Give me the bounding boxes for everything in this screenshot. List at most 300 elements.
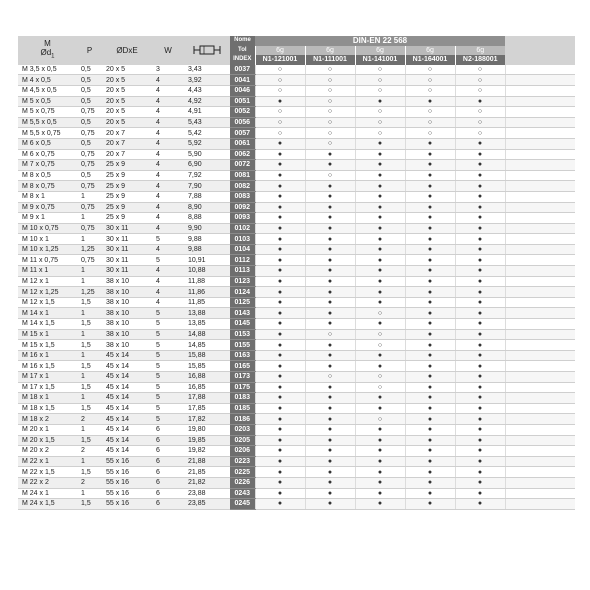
thread-size-cell: M 12 x 1 (18, 276, 77, 287)
diameter-width-cell: 30 x 11 (102, 255, 152, 266)
diameter-width-cell: 25 x 9 (102, 181, 152, 192)
col-header-p: P (77, 36, 102, 65)
available-filled-dot-icon: ● (455, 350, 505, 361)
w-cell: 4 (152, 266, 184, 277)
extra-cell (505, 234, 575, 245)
available-filled-dot-icon: ● (255, 297, 305, 308)
pitch-cell: 1 (77, 234, 102, 245)
available-filled-dot-icon: ● (355, 467, 405, 478)
available-filled-dot-icon: ● (355, 170, 405, 181)
dimension-cell: 16,85 (184, 382, 230, 393)
unavailable-open-circle-icon: ○ (355, 329, 405, 340)
available-filled-dot-icon: ● (455, 435, 505, 446)
available-filled-dot-icon: ● (305, 266, 355, 277)
table-row (18, 223, 575, 234)
pitch-cell: 0,75 (77, 149, 102, 160)
label-index: INDEX (230, 55, 255, 65)
diameter-width-cell: 45 x 14 (102, 424, 152, 435)
extra-cell (505, 456, 575, 467)
extra-cell (505, 297, 575, 308)
available-filled-dot-icon: ● (405, 372, 455, 383)
label-nome: Nome (230, 36, 255, 46)
dimension-cell: 4,91 (184, 107, 230, 118)
available-filled-dot-icon: ● (255, 361, 305, 372)
table-row (18, 170, 575, 181)
diameter-width-cell: 20 x 5 (102, 65, 152, 75)
available-filled-dot-icon: ● (405, 96, 455, 107)
pitch-cell: 0,5 (77, 138, 102, 149)
available-filled-dot-icon: ● (355, 202, 405, 213)
index-cell: 0163 (230, 350, 255, 361)
header-extra-cell-1 (505, 36, 575, 46)
w-cell: 6 (152, 435, 184, 446)
thread-size-cell: M 18 x 1,5 (18, 403, 77, 414)
available-filled-dot-icon: ● (305, 350, 355, 361)
pitch-cell: 1 (77, 191, 102, 202)
index-cell: 0185 (230, 403, 255, 414)
available-filled-dot-icon: ● (305, 234, 355, 245)
available-filled-dot-icon: ● (405, 287, 455, 298)
table-body (18, 65, 575, 509)
w-cell: 4 (152, 276, 184, 287)
available-filled-dot-icon: ● (455, 382, 505, 393)
w-cell: 4 (152, 117, 184, 128)
w-cell: 4 (152, 85, 184, 96)
dimension-cell: 10,91 (184, 255, 230, 266)
thread-size-cell: M 5,5 x 0,75 (18, 128, 77, 139)
col-header-m-sub-index: 1 (51, 53, 55, 60)
available-filled-dot-icon: ● (255, 223, 305, 234)
index-cell: 0183 (230, 393, 255, 404)
header-extra-cell-2 (505, 46, 575, 56)
table-row (18, 65, 575, 75)
w-cell: 5 (152, 329, 184, 340)
tol-3: 6g (355, 46, 405, 56)
diameter-width-cell: 38 x 10 (102, 319, 152, 330)
table-row (18, 414, 575, 425)
unavailable-open-circle-icon: ○ (305, 329, 355, 340)
available-filled-dot-icon: ● (455, 372, 505, 383)
table-row (18, 244, 575, 255)
available-filled-dot-icon: ● (355, 244, 405, 255)
unavailable-open-circle-icon: ○ (355, 382, 405, 393)
thread-gauge-table (18, 36, 575, 510)
available-filled-dot-icon: ● (455, 403, 505, 414)
available-filled-dot-icon: ● (355, 435, 405, 446)
col-header-m-label: M (44, 39, 51, 49)
available-filled-dot-icon: ● (305, 255, 355, 266)
dimension-cell: 14,85 (184, 340, 230, 351)
w-cell: 4 (152, 160, 184, 171)
unavailable-open-circle-icon: ○ (305, 128, 355, 139)
unavailable-open-circle-icon: ○ (455, 75, 505, 86)
diameter-width-cell: 20 x 5 (102, 117, 152, 128)
unavailable-open-circle-icon: ○ (355, 308, 405, 319)
available-filled-dot-icon: ● (455, 276, 505, 287)
dimension-cell: 6,90 (184, 160, 230, 171)
index-cell: 0165 (230, 361, 255, 372)
unavailable-open-circle-icon: ○ (355, 128, 405, 139)
thread-size-cell: M 5,5 x 0,5 (18, 117, 77, 128)
available-filled-dot-icon: ● (405, 308, 455, 319)
diameter-width-cell: 45 x 14 (102, 382, 152, 393)
unavailable-open-circle-icon: ○ (305, 65, 355, 75)
w-cell: 5 (152, 393, 184, 404)
available-filled-dot-icon: ● (405, 350, 455, 361)
table-row (18, 499, 575, 510)
pitch-cell: 1,5 (77, 435, 102, 446)
w-cell: 4 (152, 297, 184, 308)
diameter-width-cell: 45 x 14 (102, 403, 152, 414)
available-filled-dot-icon: ● (305, 202, 355, 213)
dimension-cell: 19,80 (184, 424, 230, 435)
available-filled-dot-icon: ● (305, 403, 355, 414)
w-cell: 4 (152, 138, 184, 149)
w-cell: 6 (152, 467, 184, 478)
available-filled-dot-icon: ● (255, 372, 305, 383)
unavailable-open-circle-icon: ○ (305, 117, 355, 128)
available-filled-dot-icon: ● (405, 424, 455, 435)
dimension-cell: 10,88 (184, 266, 230, 277)
thread-size-cell: M 15 x 1 (18, 329, 77, 340)
index-cell: 0092 (230, 202, 255, 213)
available-filled-dot-icon: ● (455, 266, 505, 277)
table-row (18, 424, 575, 435)
available-filled-dot-icon: ● (305, 414, 355, 425)
available-filled-dot-icon: ● (455, 202, 505, 213)
available-filled-dot-icon: ● (455, 393, 505, 404)
dimension-cell: 9,90 (184, 223, 230, 234)
pitch-cell: 0,75 (77, 181, 102, 192)
diameter-width-cell: 55 x 16 (102, 456, 152, 467)
available-filled-dot-icon: ● (355, 403, 405, 414)
pitch-cell: 1,25 (77, 287, 102, 298)
diameter-width-cell: 38 x 10 (102, 308, 152, 319)
unavailable-open-circle-icon: ○ (405, 75, 455, 86)
pitch-cell: 1,5 (77, 361, 102, 372)
table-row (18, 287, 575, 298)
available-filled-dot-icon: ● (355, 361, 405, 372)
unavailable-open-circle-icon: ○ (455, 117, 505, 128)
unavailable-open-circle-icon: ○ (305, 138, 355, 149)
available-filled-dot-icon: ● (255, 202, 305, 213)
w-cell: 6 (152, 477, 184, 488)
available-filled-dot-icon: ● (405, 319, 455, 330)
extra-cell (505, 350, 575, 361)
thread-size-cell: M 5 x 0,75 (18, 107, 77, 118)
diameter-width-cell: 38 x 10 (102, 340, 152, 351)
unavailable-open-circle-icon: ○ (305, 85, 355, 96)
available-filled-dot-icon: ● (405, 181, 455, 192)
unavailable-open-circle-icon: ○ (455, 65, 505, 75)
pitch-cell: 0,75 (77, 255, 102, 266)
unavailable-open-circle-icon: ○ (305, 75, 355, 86)
available-filled-dot-icon: ● (255, 287, 305, 298)
available-filled-dot-icon: ● (305, 424, 355, 435)
available-filled-dot-icon: ● (305, 446, 355, 457)
available-filled-dot-icon: ● (305, 477, 355, 488)
table-row (18, 149, 575, 160)
available-filled-dot-icon: ● (255, 382, 305, 393)
diameter-width-cell: 20 x 5 (102, 107, 152, 118)
extra-cell (505, 117, 575, 128)
unavailable-open-circle-icon: ○ (455, 107, 505, 118)
extra-cell (505, 424, 575, 435)
available-filled-dot-icon: ● (405, 223, 455, 234)
unavailable-open-circle-icon: ○ (455, 85, 505, 96)
extra-cell (505, 255, 575, 266)
w-cell: 5 (152, 382, 184, 393)
pitch-cell: 1 (77, 488, 102, 499)
extra-cell (505, 276, 575, 287)
available-filled-dot-icon: ● (405, 213, 455, 224)
table-row (18, 96, 575, 107)
index-cell: 0037 (230, 65, 255, 75)
diameter-width-cell: 30 x 11 (102, 266, 152, 277)
available-filled-dot-icon: ● (255, 393, 305, 404)
index-cell: 0093 (230, 213, 255, 224)
available-filled-dot-icon: ● (255, 234, 305, 245)
available-filled-dot-icon: ● (455, 488, 505, 499)
available-filled-dot-icon: ● (455, 255, 505, 266)
available-filled-dot-icon: ● (455, 191, 505, 202)
diameter-width-cell: 25 x 9 (102, 170, 152, 181)
w-cell: 3 (152, 65, 184, 75)
table-row (18, 276, 575, 287)
w-cell: 6 (152, 424, 184, 435)
dimension-cell: 13,85 (184, 319, 230, 330)
w-cell: 5 (152, 340, 184, 351)
thread-size-cell: M 24 x 1,5 (18, 499, 77, 510)
available-filled-dot-icon: ● (405, 244, 455, 255)
index-cell: 0206 (230, 446, 255, 457)
tol-1: 6g (255, 46, 305, 56)
available-filled-dot-icon: ● (405, 435, 455, 446)
table-row (18, 372, 575, 383)
w-cell: 4 (152, 149, 184, 160)
available-filled-dot-icon: ● (405, 414, 455, 425)
table-header (18, 36, 575, 65)
extra-cell (505, 372, 575, 383)
dimension-cell: 11,85 (184, 297, 230, 308)
diameter-width-cell: 55 x 16 (102, 488, 152, 499)
dimension-cell: 5,43 (184, 117, 230, 128)
table-row (18, 117, 575, 128)
available-filled-dot-icon: ● (255, 499, 305, 510)
dimension-cell: 15,85 (184, 361, 230, 372)
w-cell: 5 (152, 414, 184, 425)
index-cell: 0186 (230, 414, 255, 425)
extra-cell (505, 75, 575, 86)
w-cell: 5 (152, 319, 184, 330)
table-row (18, 75, 575, 86)
dimension-cell: 7,92 (184, 170, 230, 181)
dimension-cell: 5,42 (184, 128, 230, 139)
available-filled-dot-icon: ● (255, 96, 305, 107)
col-header-dxe: ØDxE (102, 36, 152, 65)
extra-cell (505, 435, 575, 446)
unavailable-open-circle-icon: ○ (305, 372, 355, 383)
pitch-cell: 1 (77, 393, 102, 404)
available-filled-dot-icon: ● (405, 160, 455, 171)
diameter-width-cell: 25 x 9 (102, 213, 152, 224)
diameter-width-cell: 30 x 11 (102, 244, 152, 255)
available-filled-dot-icon: ● (455, 223, 505, 234)
thread-size-cell: M 8 x 0,5 (18, 170, 77, 181)
available-filled-dot-icon: ● (255, 276, 305, 287)
index-cell: 0083 (230, 191, 255, 202)
thread-size-cell: M 22 x 1 (18, 456, 77, 467)
diameter-width-cell: 55 x 16 (102, 499, 152, 510)
index-cell: 0103 (230, 234, 255, 245)
thread-size-cell: M 24 x 1 (18, 488, 77, 499)
pitch-cell: 1 (77, 276, 102, 287)
table-row (18, 308, 575, 319)
available-filled-dot-icon: ● (355, 276, 405, 287)
table-row (18, 213, 575, 224)
w-cell: 5 (152, 361, 184, 372)
extra-cell (505, 202, 575, 213)
available-filled-dot-icon: ● (405, 191, 455, 202)
dimension-cell: 11,88 (184, 276, 230, 287)
w-cell: 4 (152, 128, 184, 139)
thread-size-cell: M 10 x 0,75 (18, 223, 77, 234)
extra-cell (505, 96, 575, 107)
w-cell: 4 (152, 223, 184, 234)
unavailable-open-circle-icon: ○ (355, 340, 405, 351)
available-filled-dot-icon: ● (255, 149, 305, 160)
available-filled-dot-icon: ● (455, 499, 505, 510)
thread-size-cell: M 8 x 1 (18, 191, 77, 202)
diameter-width-cell: 55 x 16 (102, 467, 152, 478)
code-2: N1-111001 (305, 55, 355, 65)
available-filled-dot-icon: ● (305, 499, 355, 510)
tol-2: 6g (305, 46, 355, 56)
available-filled-dot-icon: ● (305, 223, 355, 234)
thread-size-cell: M 14 x 1,5 (18, 319, 77, 330)
unavailable-open-circle-icon: ○ (405, 65, 455, 75)
pitch-cell: 1,5 (77, 467, 102, 478)
diameter-width-cell: 38 x 10 (102, 329, 152, 340)
dimension-cell: 14,88 (184, 329, 230, 340)
col-header-m (18, 36, 77, 65)
header-extra-cell-3 (505, 55, 575, 65)
available-filled-dot-icon: ● (455, 361, 505, 372)
w-cell: 5 (152, 234, 184, 245)
w-cell: 4 (152, 213, 184, 224)
available-filled-dot-icon: ● (455, 467, 505, 478)
extra-cell (505, 319, 575, 330)
available-filled-dot-icon: ● (405, 393, 455, 404)
pitch-cell: 2 (77, 477, 102, 488)
available-filled-dot-icon: ● (455, 244, 505, 255)
unavailable-open-circle-icon: ○ (255, 107, 305, 118)
available-filled-dot-icon: ● (355, 213, 405, 224)
table-row (18, 191, 575, 202)
unavailable-open-circle-icon: ○ (405, 117, 455, 128)
available-filled-dot-icon: ● (405, 170, 455, 181)
available-filled-dot-icon: ● (405, 456, 455, 467)
index-cell: 0052 (230, 107, 255, 118)
thread-size-cell: M 3,5 x 0,5 (18, 65, 77, 75)
table-row (18, 340, 575, 351)
available-filled-dot-icon: ● (255, 213, 305, 224)
unavailable-open-circle-icon: ○ (405, 107, 455, 118)
available-filled-dot-icon: ● (455, 138, 505, 149)
unavailable-open-circle-icon: ○ (355, 414, 405, 425)
unavailable-open-circle-icon: ○ (255, 65, 305, 75)
available-filled-dot-icon: ● (255, 446, 305, 457)
thread-size-cell: M 20 x 2 (18, 446, 77, 457)
available-filled-dot-icon: ● (455, 340, 505, 351)
dimension-cell: 21,85 (184, 467, 230, 478)
unavailable-open-circle-icon: ○ (355, 107, 405, 118)
index-cell: 0081 (230, 170, 255, 181)
available-filled-dot-icon: ● (255, 488, 305, 499)
pitch-cell: 1,25 (77, 244, 102, 255)
code-1: N1-121001 (255, 55, 305, 65)
unavailable-open-circle-icon: ○ (255, 85, 305, 96)
unavailable-open-circle-icon: ○ (355, 372, 405, 383)
pitch-cell: 1,5 (77, 297, 102, 308)
available-filled-dot-icon: ● (455, 308, 505, 319)
dimension-cell: 3,43 (184, 65, 230, 75)
available-filled-dot-icon: ● (355, 138, 405, 149)
thread-size-cell: M 12 x 1,25 (18, 287, 77, 298)
available-filled-dot-icon: ● (455, 170, 505, 181)
dimension-cell: 17,88 (184, 393, 230, 404)
pitch-cell: 0,5 (77, 96, 102, 107)
table-row (18, 329, 575, 340)
w-cell: 6 (152, 456, 184, 467)
available-filled-dot-icon: ● (405, 467, 455, 478)
dimension-cell: 7,88 (184, 191, 230, 202)
pitch-cell: 1 (77, 424, 102, 435)
available-filled-dot-icon: ● (405, 138, 455, 149)
dimension-cell: 3,92 (184, 75, 230, 86)
w-cell: 4 (152, 191, 184, 202)
pitch-cell: 1,5 (77, 403, 102, 414)
w-cell: 5 (152, 372, 184, 383)
extra-cell (505, 138, 575, 149)
extra-cell (505, 160, 575, 171)
extra-cell (505, 213, 575, 224)
diameter-width-cell: 30 x 11 (102, 223, 152, 234)
thread-size-cell: M 22 x 1,5 (18, 467, 77, 478)
extra-cell (505, 467, 575, 478)
pitch-cell: 1,5 (77, 340, 102, 351)
index-cell: 0072 (230, 160, 255, 171)
unavailable-open-circle-icon: ○ (255, 75, 305, 86)
index-cell: 0205 (230, 435, 255, 446)
available-filled-dot-icon: ● (255, 138, 305, 149)
table-row (18, 297, 575, 308)
w-cell: 4 (152, 75, 184, 86)
available-filled-dot-icon: ● (305, 456, 355, 467)
diameter-width-cell: 25 x 9 (102, 202, 152, 213)
thread-size-cell: M 4 x 0,5 (18, 75, 77, 86)
available-filled-dot-icon: ● (455, 213, 505, 224)
available-filled-dot-icon: ● (255, 329, 305, 340)
pitch-cell: 1 (77, 456, 102, 467)
thread-size-cell: M 10 x 1,25 (18, 244, 77, 255)
available-filled-dot-icon: ● (355, 297, 405, 308)
unavailable-open-circle-icon: ○ (355, 117, 405, 128)
index-cell: 0124 (230, 287, 255, 298)
diameter-width-cell: 45 x 14 (102, 435, 152, 446)
table-row (18, 488, 575, 499)
thread-size-cell: M 6 x 0,75 (18, 149, 77, 160)
